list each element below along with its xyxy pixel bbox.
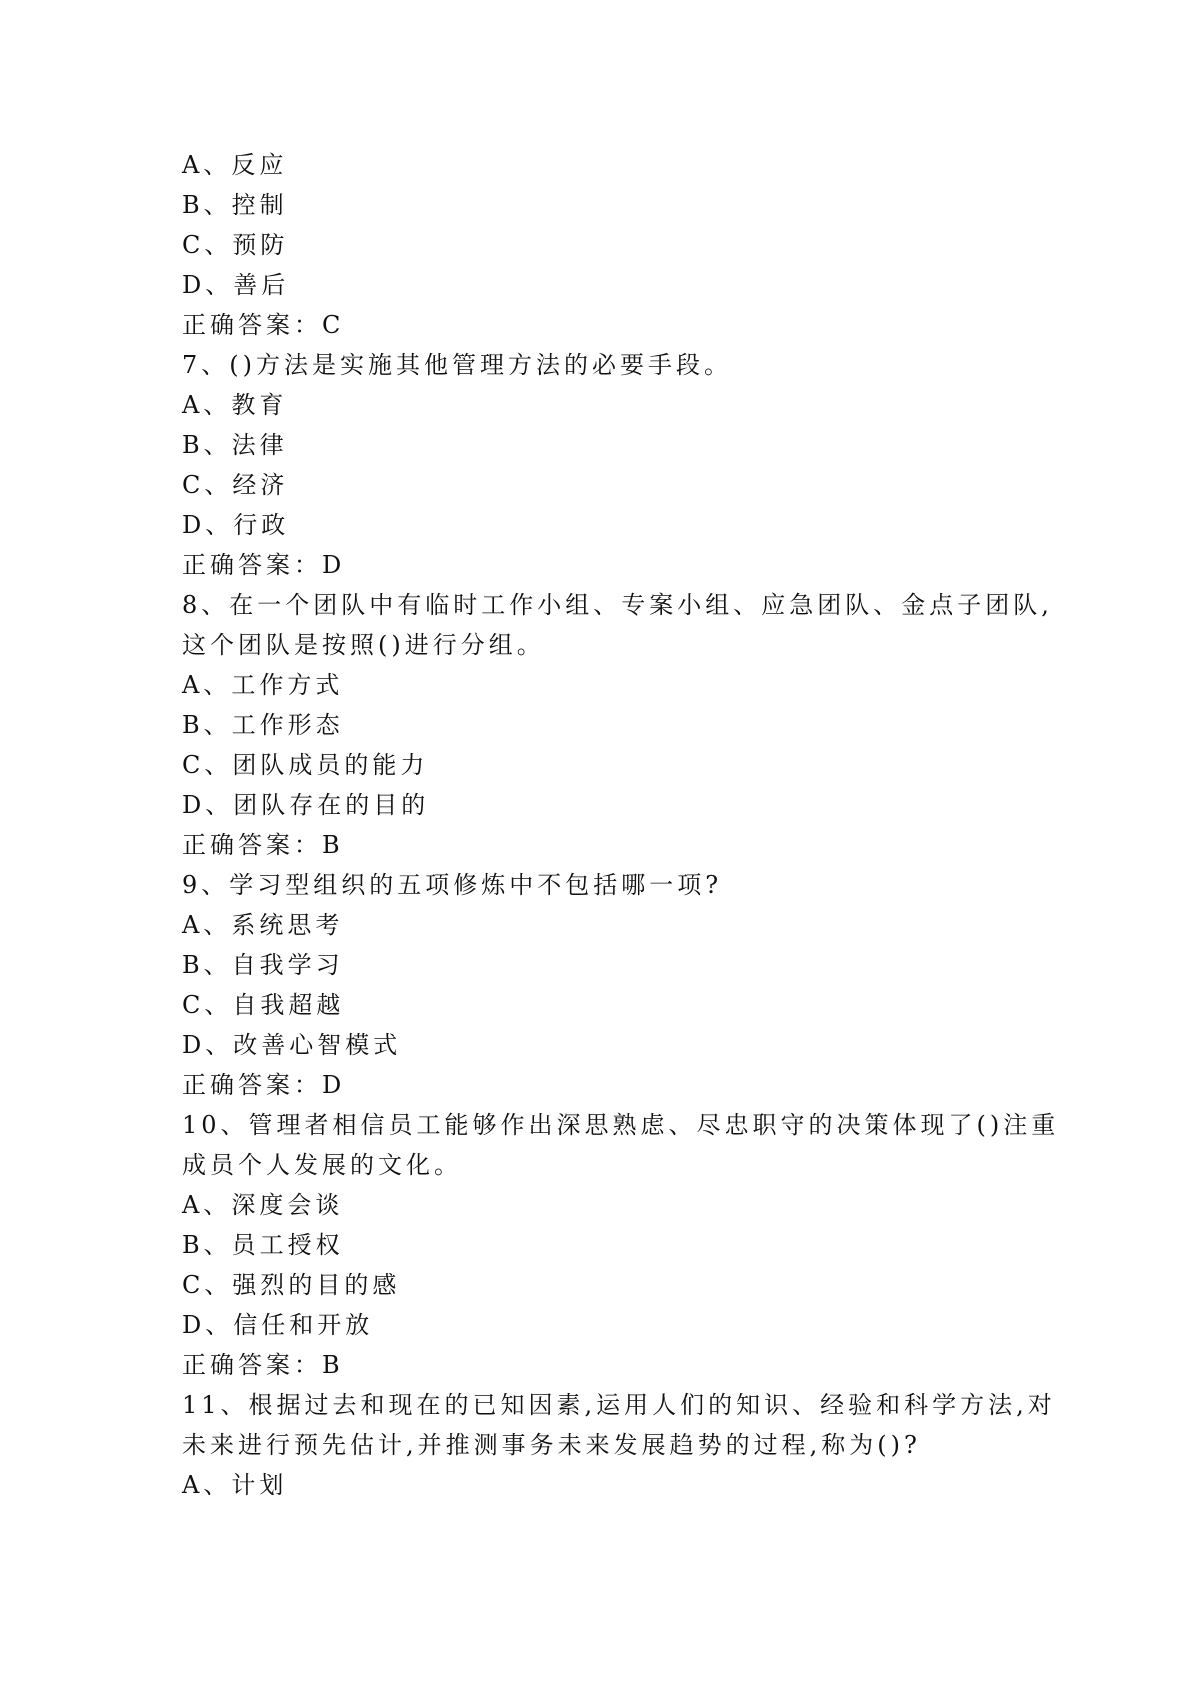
option-line: A、工作方式	[182, 671, 344, 699]
option-line: B、法律	[182, 431, 288, 459]
option-line: A、反应	[182, 151, 288, 179]
answer-line: 正确答案：D	[182, 1071, 346, 1099]
question-line: 10、管理者相信员工能够作出深思熟虑、尽忠职守的决策体现了()注重	[182, 1111, 1060, 1139]
question-line: 8、在一个团队中有临时工作小组、专案小组、应急团队、金点子团队,	[182, 591, 1053, 619]
option-line: B、员工授权	[182, 1231, 344, 1259]
question-line: 7、()方法是实施其他管理方法的必要手段。	[182, 351, 732, 379]
question-list	[182, 145, 1060, 1505]
option-line: D、善后	[182, 271, 290, 299]
option-line: D、团队存在的目的	[182, 791, 430, 819]
option-line: B、自我学习	[182, 951, 344, 979]
option-line: D、改善心智模式	[182, 1031, 402, 1059]
question-line: 成员个人发展的文化。	[182, 1151, 462, 1179]
option-line: C、自我超越	[182, 991, 345, 1019]
question-line: 11、根据过去和现在的已知因素,运用人们的知识、经验和科学方法,对	[182, 1391, 1056, 1419]
answer-line: 正确答案：B	[182, 831, 344, 859]
question-line: 9、学习型组织的五项修炼中不包括哪一项?	[182, 871, 723, 899]
question-line: 这个团队是按照()进行分组。	[182, 631, 545, 659]
option-line: C、强烈的目的感	[182, 1271, 401, 1299]
option-line: D、行政	[182, 511, 290, 539]
option-line: C、团队成员的能力	[182, 751, 429, 779]
option-line: C、经济	[182, 471, 289, 499]
option-line: A、系统思考	[182, 911, 344, 939]
option-line: A、深度会谈	[182, 1191, 344, 1219]
option-line: C、预防	[182, 231, 289, 259]
option-line: D、信任和开放	[182, 1311, 374, 1339]
question-line: 未来进行预先估计,并推测事务未来发展趋势的过程,称为()?	[182, 1431, 921, 1459]
option-line: A、教育	[182, 391, 288, 419]
answer-line: 正确答案：C	[182, 311, 345, 339]
answer-line: 正确答案：D	[182, 551, 346, 579]
option-line: B、工作形态	[182, 711, 344, 739]
option-line: B、控制	[182, 191, 288, 219]
answer-line: 正确答案：B	[182, 1351, 344, 1379]
option-line: A、计划	[182, 1471, 288, 1499]
